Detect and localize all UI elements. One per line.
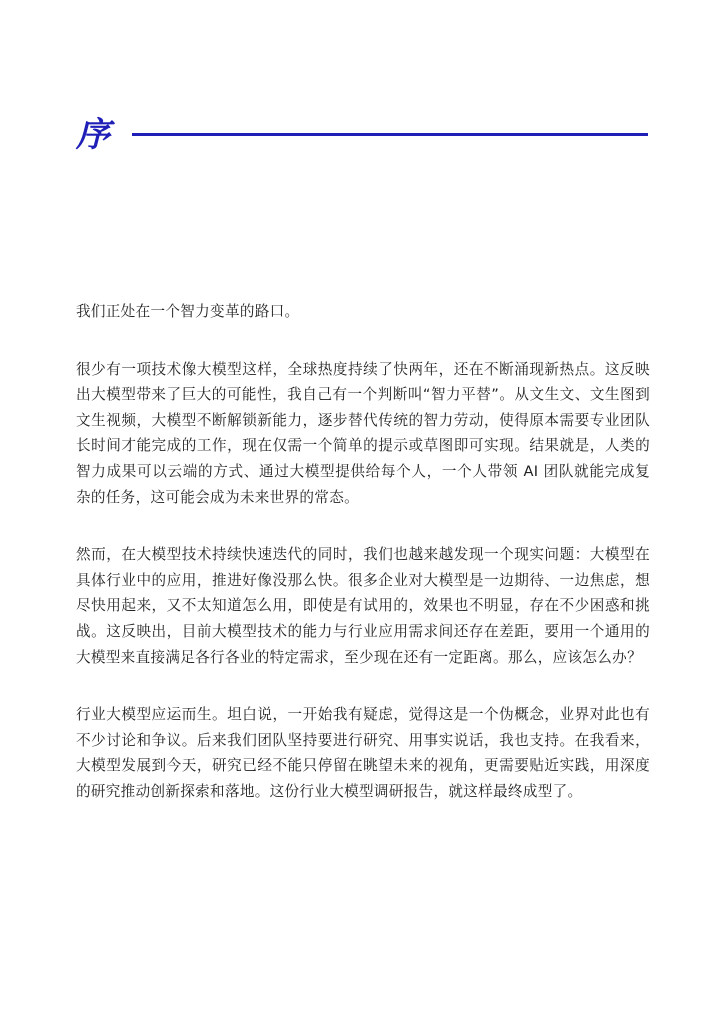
section-heading bbox=[76, 110, 648, 160]
paragraph-3: 然而，在大模型技术持续快速迭代的同时，我们也越来越发现一个现实问题：大模型在具体行业中的应用，推进好像没那么快。很多企业对大模型是一边期待、一边焦虑，想尽快用起来，又不太知道怎么用，即使是有试用的，效果也不明显，存在不少困惑和挑战。这反映出，目前大模型技术的能力与行业应用需求间还存在差距，要用一个通用的大模型来直接满足各行各业的特定需求，至少现在还有一定距离。那么，应该怎么办？ bbox=[76, 546, 650, 666]
title-rule bbox=[132, 133, 648, 136]
paragraph-4: 行业大模型应运而生。坦白说，一开始我有疑虑，觉得这是一个伪概念，业界对此也有不少讨论和争议。后来我们团队坚持要进行研究、用事实说话，我也支持。在我看来，大模型发展到今天，研究已经不能只停留在眺望未来的视角，更需要贴近实践，用深度的研究推动创新探索和落地。这份行业大模型调研报告，就这样最终成型了。 bbox=[76, 706, 650, 800]
paragraph-2: 很少有一项技术像大模型这样，全球热度持续了快两年，还在不断涌现新热点。这反映出大模型带来了巨大的可能性，我自己有一个判断叫“智力平替”。从文生文、文生图到文生视频，大模型不断解锁新能力，逐步替代传统的智力劳动，使得原本需要专业团队长时间才能完成的工作，现在仅需一个简单的提示或草图即可实现。结果就是，人类的智力成果可以云端的方式、通过大模型提供给每个人，一个人带领 AI 团队就能完成复杂的任务，这可能会成为未来世界的常态。 bbox=[76, 360, 650, 506]
body-text bbox=[76, 299, 650, 837]
section-title: 序 bbox=[76, 115, 110, 155]
paragraph-1: 我们正处在一个智力变革的路口。 bbox=[76, 303, 300, 320]
